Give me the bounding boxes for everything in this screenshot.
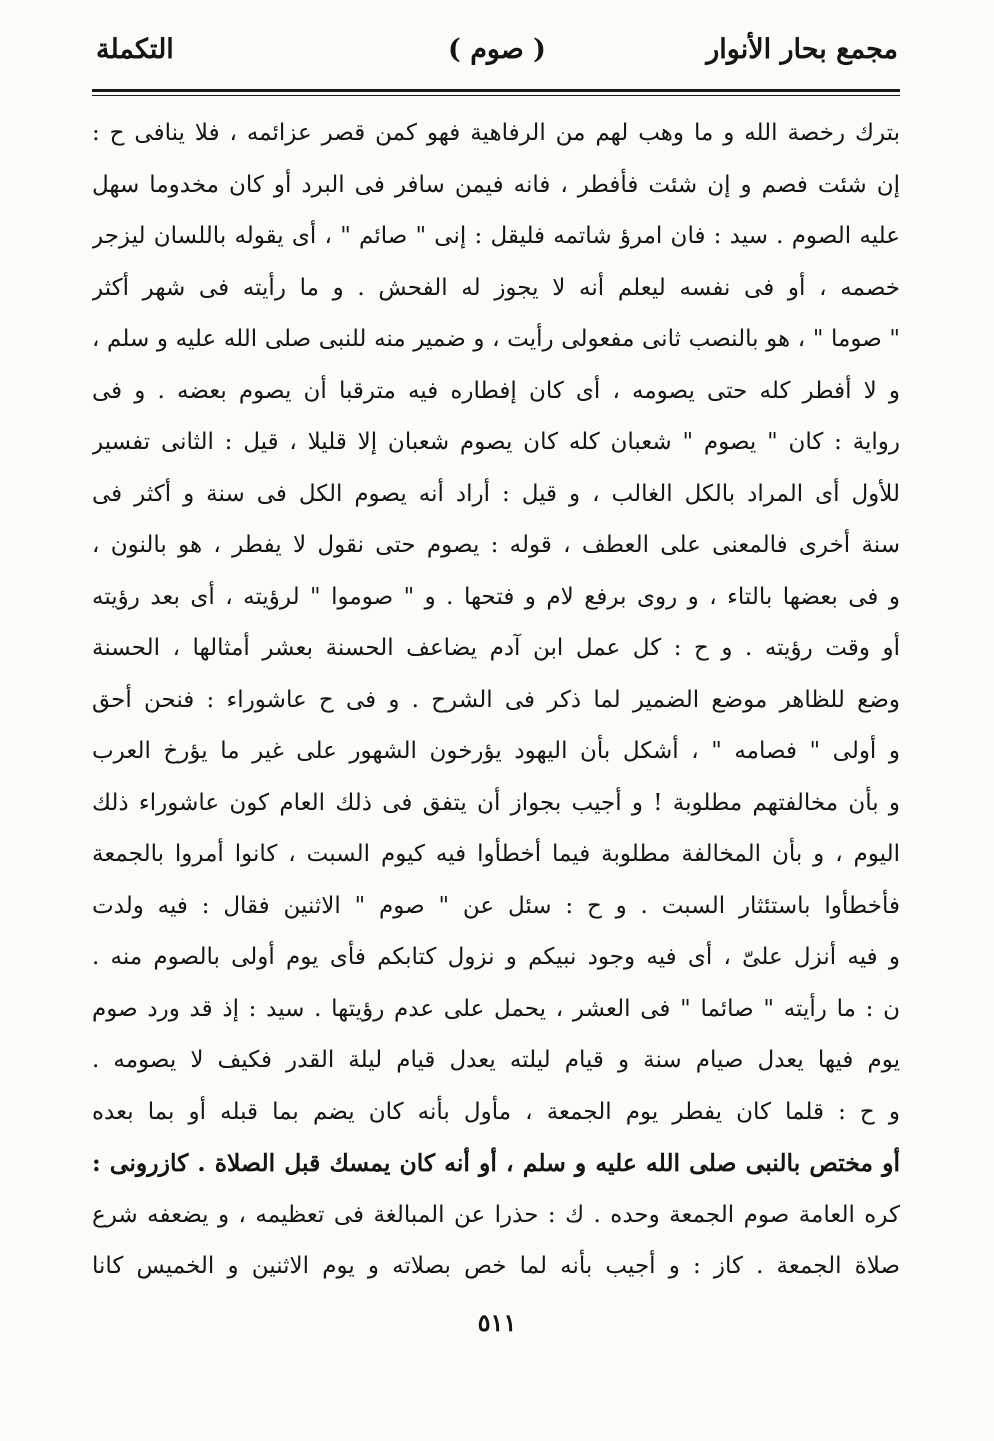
text-line: خصمه ، أو فى نفسه ليعلم أنه لا يجوز له الفحش . و ما رأيته فى شهر أكثر <box>92 274 900 301</box>
text-line: أو مختص بالنبى صلى الله عليه و سلم ، أو أنه كان يمسك قبل الصلاة . كازرونى : <box>92 1149 900 1177</box>
text-line: " صوما " ، هو بالنصب ثانى مفعولى رأيت ، و ضمير منه للنبى صلى الله عليه و سلم ، <box>92 326 900 352</box>
text-line: و ح : قلما كان يفطر يوم الجمعة ، مأول بأنه كان يضم بما قبله أو بما بعده <box>92 1098 900 1125</box>
text-line: أو وقت رؤيته . و ح : كل عمل ابن آدم يضاعف الحسنة بعشر أمثالها ، الحسنة <box>92 635 900 661</box>
header-rule-thick <box>92 89 900 92</box>
header-rule-thin <box>92 95 900 96</box>
text-line: للأول أى المراد بالكل الغالب ، و قيل : أراد أنه يصوم الكل فى سنة و أكثر فى <box>92 480 900 507</box>
text-line: ن : ما رأيته " صائما " فى العشر ، يحمل على عدم رؤيتها . سيد : إذ قد ورد صوم <box>92 995 900 1022</box>
text-line: و أولى " فصامه " ، أشكل بأن اليهود يؤرخون الشهور على غير ما يؤرخ العرب <box>92 738 900 764</box>
book-title: مجمع بحار الأنوار <box>706 34 898 65</box>
text-line: إن شئت فصم و إن شئت فأفطر ، فانه فيمن سافر فى البرد أو كان مخدوما سهل <box>92 171 900 198</box>
text-line: و بأن مخالفتهم مطلوبة ! و أجيب بجواز أن يتفق فى ذلك العام كون عاشوراء ذلك <box>92 789 900 816</box>
text-line: بترك رخصة الله و ما وهب لهم من الرفاهية فهو كمن قصر عزائمه ، فلا ينافى ح : <box>92 120 900 146</box>
text-line: رواية : كان " يصوم " شعبان كله كان يصوم شعبان إلا قليلا ، قيل : الثانى تفسير <box>92 429 900 455</box>
text-line: يوم فيها يعدل صيام سنة و قيام ليلته يعدل قيام ليلة القدر فكيف لا يصومه . <box>92 1047 900 1073</box>
body-text <box>92 108 900 1293</box>
text-line: وضع للظاهر موضع الضمير لما ذكر فى الشرح . و فى ح عاشوراء : فنحن أحق <box>92 686 900 713</box>
text-line: و لا أفطر كله حتى يصومه ، أى كان إفطاره فيه مترقبا أن يصوم بعضه . و فى <box>92 377 900 404</box>
entry-heading: ( صوم ) <box>448 34 546 65</box>
page-number: ٥١١ <box>477 1308 517 1337</box>
text-line: و فيه أنزل علىّ ، أى فيه وجود نبيكم و نزول كتابكم فأى يوم أولى بالصوم منه . <box>92 944 900 970</box>
text-line: كره العامة صوم الجمعة وحده . ك : حذرا عن المبالغة فى تعظيمه ، و يضعفه شرع <box>92 1201 900 1228</box>
running-head <box>96 34 898 78</box>
text-line: فأخطأوا باستئثار السبت . و ح : سئل عن " صوم " الاثنين فقال : فيه ولدت <box>92 892 900 919</box>
text-line: و فى بعضها بالتاء ، و روى برفع لام و فتحها . و " صوموا " لرؤيته ، أى بعد رؤيته <box>92 583 900 610</box>
text-line: اليوم ، و بأن المخالفة مطلوبة فيما أخطأوا فيه كيوم السبت ، كانوا أمروا بالجمعة <box>92 841 900 867</box>
text-line: عليه الصوم . سيد : فان امرؤ شاتمه فليقل : إنى " صائم " ، أى يقوله باللسان ليزجر <box>92 223 900 249</box>
text-line: سنة أخرى فالمعنى على العطف ، قوله : يصوم حتى نقول لا يفطر ، هو بالنون ، <box>92 532 900 558</box>
text-line: صلاة الجمعة . كاز : و أجيب بأنه لما خص بصلاته و يوم الاثنين و الخميس كانا <box>92 1253 900 1279</box>
section-title: التكملة <box>96 34 174 65</box>
